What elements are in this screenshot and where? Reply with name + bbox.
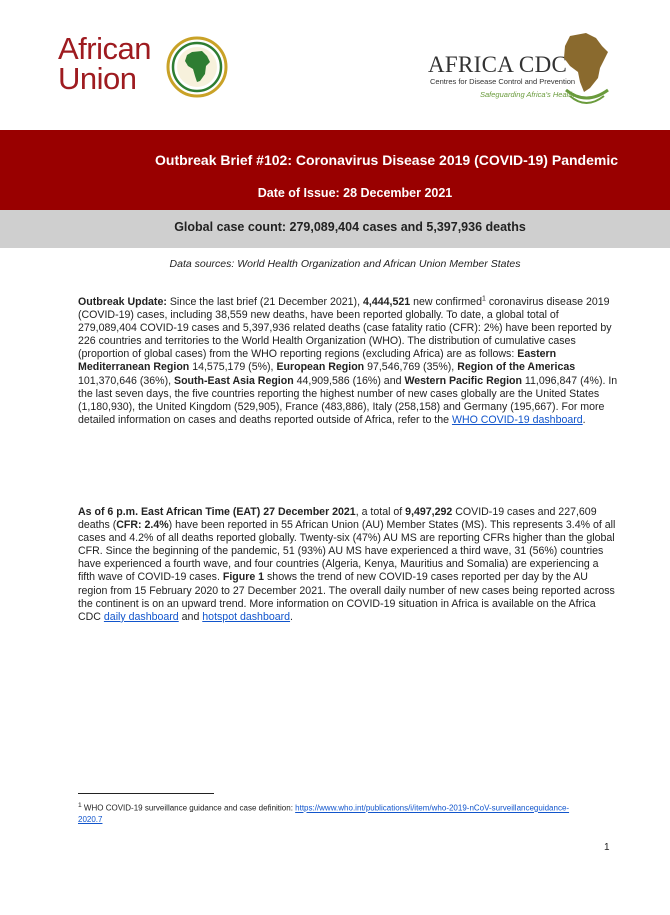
footnote (78, 800, 578, 825)
p1-t1: Since the last brief (21 December 2021), (166, 296, 363, 308)
africa-map-icon (556, 30, 616, 108)
p1-lead: Outbreak Update: (78, 296, 167, 308)
p2-lead: As of 6 p.m. East African Time (EAT) 27 December 2021 (78, 506, 356, 518)
cdc-logo-tagline: Safeguarding Africa's Health (480, 90, 575, 99)
data-sources: Data sources: World Health Organization and African Union Member States (169, 258, 521, 270)
footnote-divider (78, 793, 214, 794)
outbreak-update-paragraph (78, 296, 618, 427)
au-logo-line1: African (58, 31, 151, 66)
region-emr: Eastern Mediterranean Region (78, 348, 557, 374)
footnote-link[interactable]: https://www.who.int/publications/i/item/who-2019-nCoV-surveillanceguidance-2020.7 (78, 803, 570, 824)
who-dashboard-link[interactable]: WHO COVID-19 dashboard (451, 413, 583, 426)
footnote-number: 1 (78, 802, 82, 809)
figure-1-ref: Figure 1 (222, 571, 265, 584)
hotspot-dashboard-link[interactable]: hotspot dashboard (202, 610, 291, 623)
p2-cfr: CFR: 2.4% (116, 519, 169, 532)
p1-v4: 44,909,586 (16%) and (293, 374, 405, 387)
p2-end: . (290, 610, 293, 623)
issue-date: Date of Issue: 28 December 2021 (257, 186, 453, 200)
africa-cdc-logo (428, 30, 628, 110)
p1-new-cases: 4,444,521 (362, 296, 411, 308)
au-logo-line2: Union (58, 61, 137, 96)
global-count-bar (0, 210, 670, 248)
africa-update-paragraph (78, 506, 618, 624)
p2-t2: COVID-19 cases and 227,609 deaths ( (78, 506, 597, 532)
footnote-text: WHO COVID-19 surveillance guidance and case definition: (81, 803, 296, 813)
p1-end: . (582, 413, 586, 426)
au-emblem-icon (166, 36, 228, 98)
page-number: 1 (604, 842, 610, 853)
p1-t2: new confirmed (410, 296, 482, 308)
p1-v1: 14,575,179 (5%), (189, 361, 277, 374)
p1-v3: 101,370,646 (36%), (78, 374, 175, 387)
region-wpr: Western Pacific Region (404, 374, 522, 387)
region-sea: South-East Asia Region (174, 374, 294, 387)
african-union-logo (58, 31, 278, 104)
p2-t4: shows the trend of new COVID-19 cases reported per day by the AU region from 15 February 2020 to 27 December 2021. The overall daily number of new cases being reported across the continent is on an upward trend. More information on COVID-19 situation in Africa is available on the Africa CDC (78, 571, 615, 623)
region-europe: European Region (276, 361, 365, 374)
p2-total-cases: 9,497,292 (405, 506, 453, 518)
daily-dashboard-link[interactable]: daily dashboard (103, 610, 179, 623)
title-banner (0, 130, 670, 210)
region-americas: Region of the Americas (457, 361, 576, 374)
p1-t3: coronavirus disease 2019 (COVID-19) cases, including 38,559 new deaths, have been reported globally. To date, a global total of 279,089,404 COVID-19 cases and 5,397,936 related deaths (case fatality ratio (CFR): 2%) have been reported by 226 countries and territories to the World Health Organization (WHO). The distribution of cumulative cases (proportion of global cases) from the WHO reporting regions (excluding Africa) are as follows: (78, 296, 612, 361)
brief-title: Outbreak Brief #102: Coronavirus Disease 2019 (COVID-19) Pandemic (155, 152, 618, 168)
p2-t5: and (178, 610, 203, 623)
p2-t3: ) have been reported in 55 African Union (AU) Member States (MS). This represents 3.4% of all cases and 4.2% of all deaths reported globally. Twenty-six (47%) AU MS are reporting CFRs higher than the global CFR. Since the beginning of the pandemic, 51 (93%) AU MS have experienced a third wave, 31 (56%) countries have experienced a fourth wave, and four countries (Algeria, Kenya, Mauritius and Somalia) are experiencing a fifth wave of COVID-19 cases. (78, 519, 616, 584)
au-logo-text (58, 31, 151, 96)
global-case-count: Global case count: 279,089,404 cases and 5,397,936 deaths (174, 220, 526, 234)
footnote-ref: 1 (481, 295, 486, 303)
p1-v5: 11,096,847 (4%). In the last seven days, the five countries reporting the highest number of new cases globally are the United States (1,180,930), the United Kingdom (529,905), France (483,886), Italy (258,158) and Germany (195,667). For more detailed information on cases and deaths reported outside of Africa, refer to the (78, 374, 618, 426)
cdc-logo-title: AFRICA CDC (428, 52, 568, 77)
p1-v2: 97,546,769 (35%), (364, 361, 458, 374)
p2-t1: , a total of (355, 506, 406, 518)
cdc-logo-subtitle: Centres for Disease Control and Prevention (430, 77, 576, 86)
